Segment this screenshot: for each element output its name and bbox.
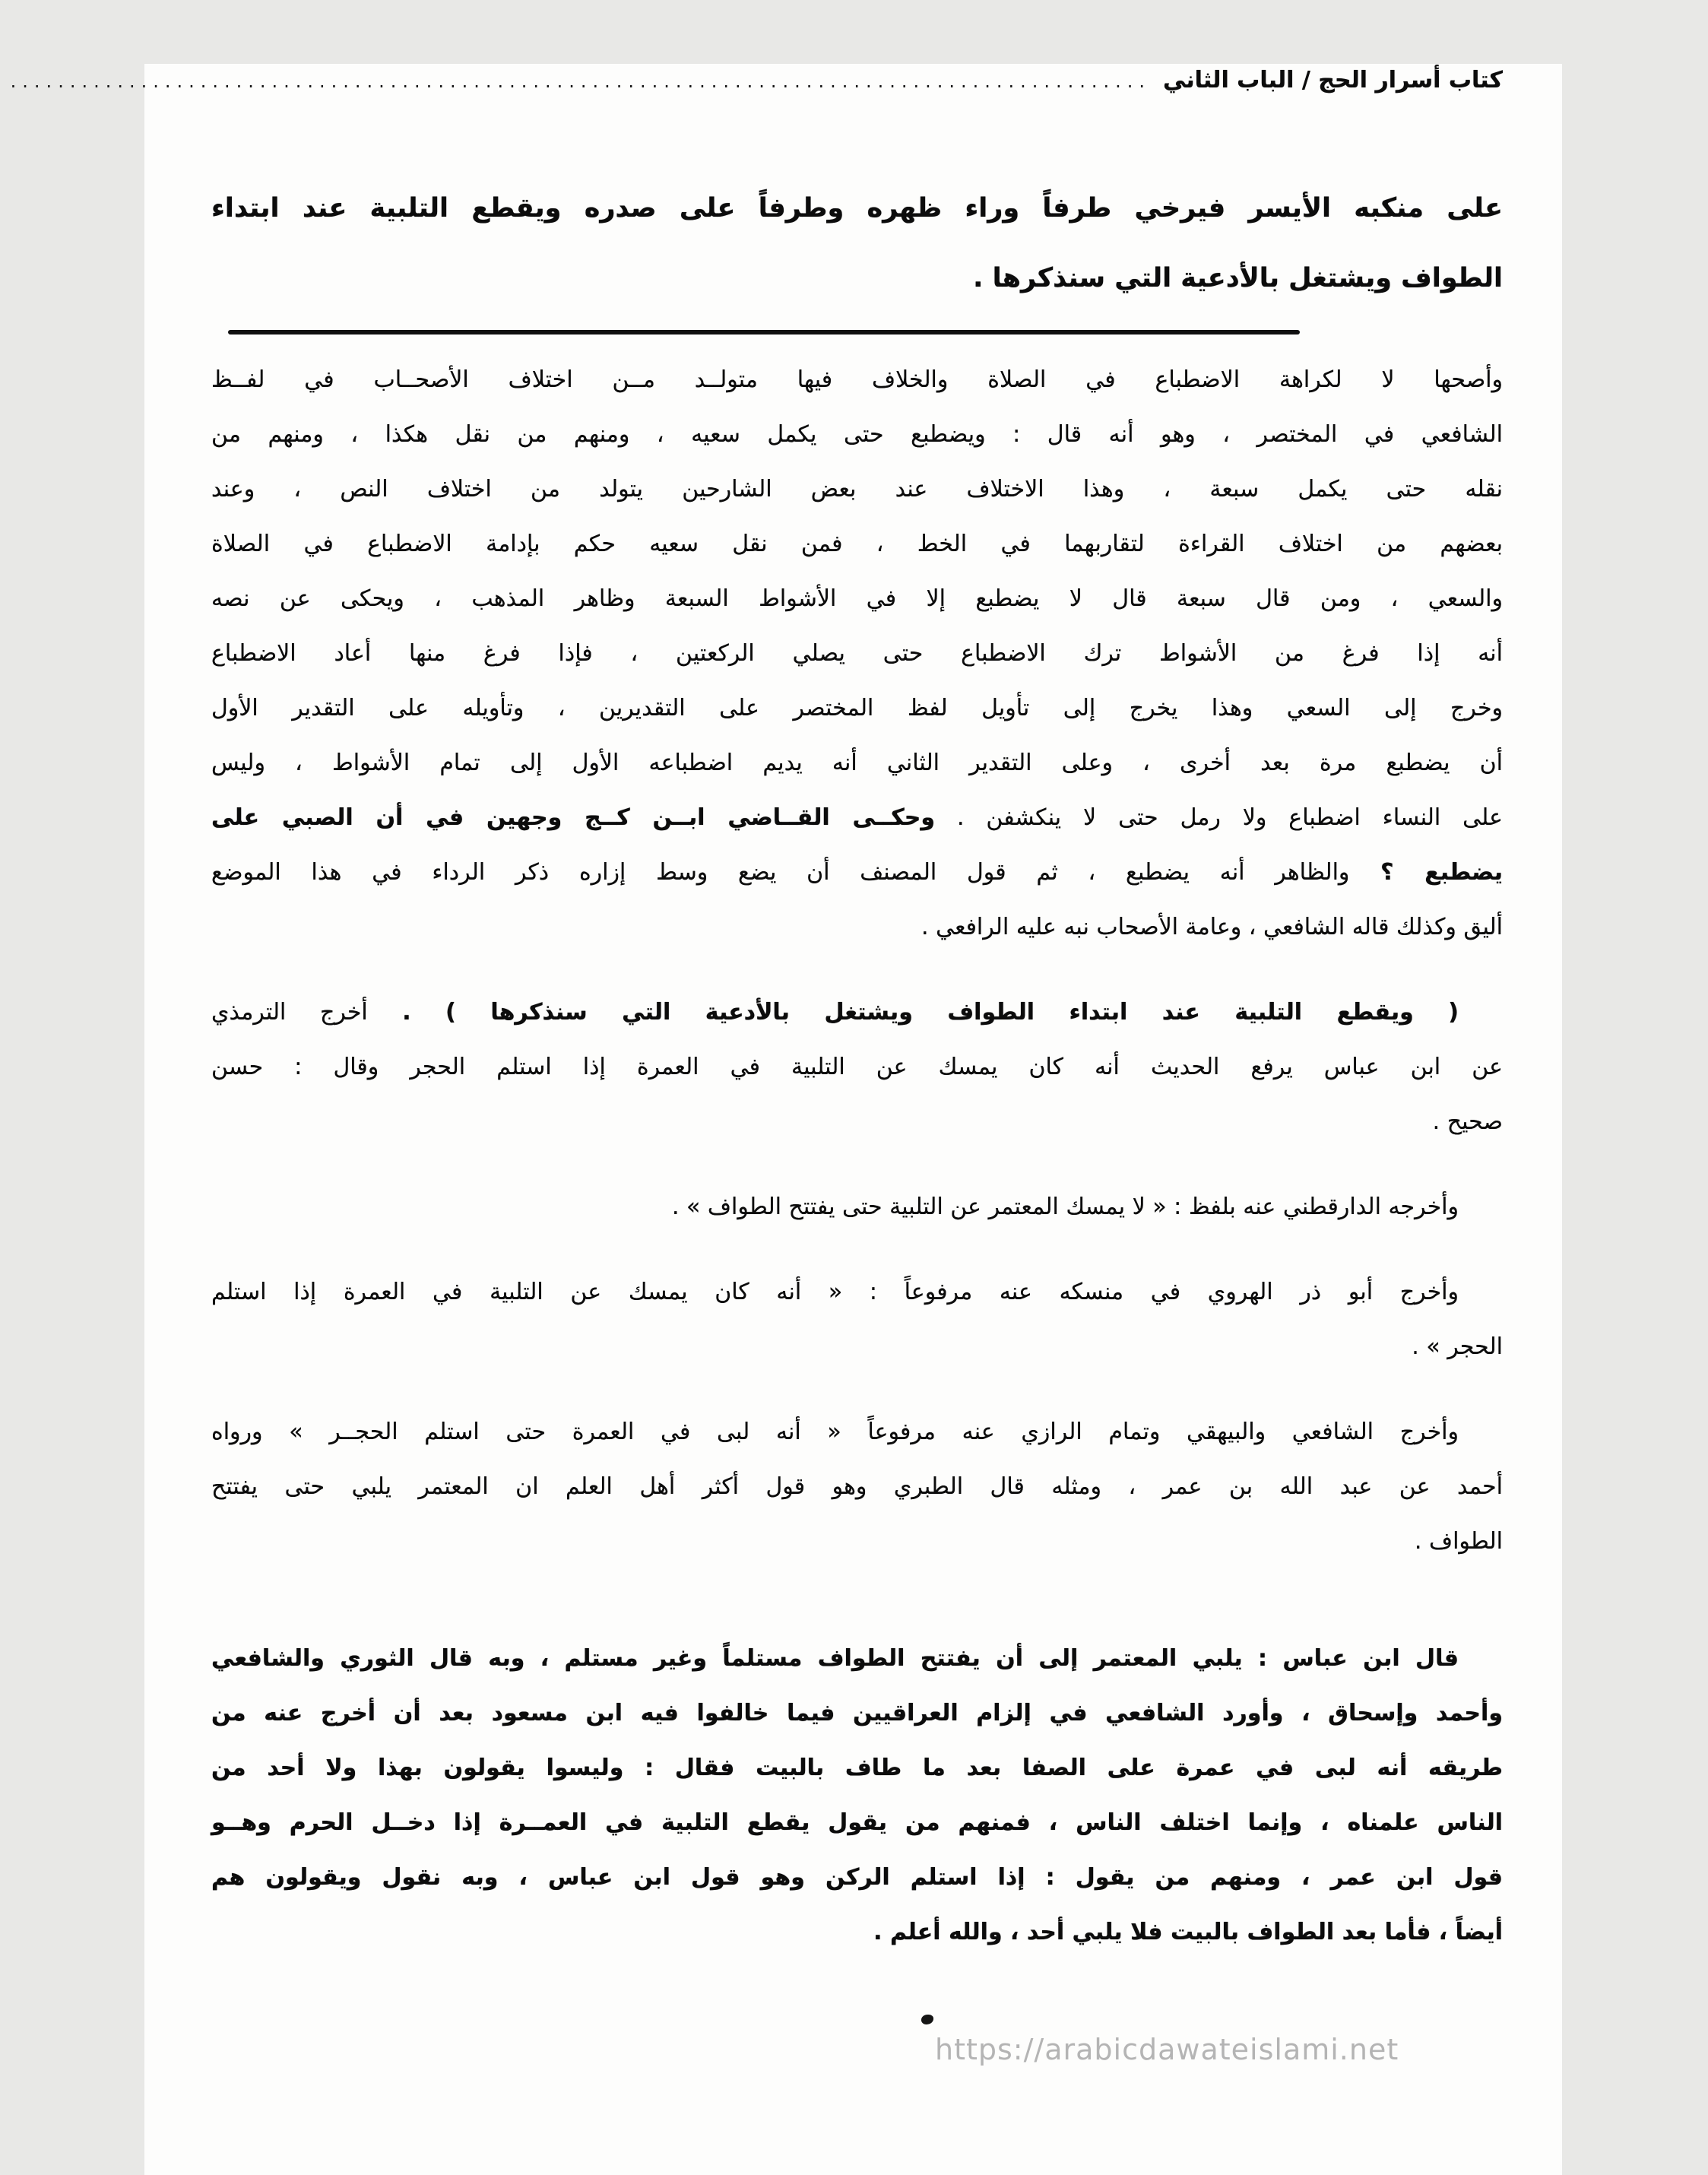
text-segment: بعضهم من اختلاف القراءة لتقاربهما في الخط ، فمن نقل سعيه حكم بإدامة الاضطباع في الصلاة [212,531,1504,557]
text-segment: عن ابن عباس يرفع الحديث أنه كان يمسك عن التلبية في العمرة إذا استلم الحجر وقال : حسن [212,1054,1504,1080]
text-line [212,1040,1504,1095]
text-line [212,462,1504,517]
page-content [11,64,1563,1960]
scanned-book-page [11,64,1563,2175]
ink-speck [922,2015,934,2024]
text-line [212,681,1504,736]
text-line [212,1905,1504,1960]
text-segment: طريقه أنه لبى في عمرة على الصفا بعد ما طاف بالبيت فقال : وليسوا يقولون بهذا ولا أحد من [212,1755,1504,1781]
text-line [212,1514,1504,1569]
running-head [11,64,1504,94]
text-segment: وأخرج الشافعي والبيهقي وتمام الرازي عنه مرفوعاً « أنه لبى في العمرة حتى استلم الحجــر » ورواه [212,1419,1459,1445]
text-line [212,845,1504,900]
text-segment: وأخرج أبو ذر الهروي في منسكه عنه مرفوعاً : « أنه كان يمسك عن التلبية في العمرة إذا استلم [212,1279,1459,1305]
text-line [212,1850,1504,1905]
text-segment: وأخرجه الدارقطني عنه بلفظ : « لا يمسك المعتمر عن التلبية حتى يفتتح الطواف » . [672,1194,1459,1220]
text-line [212,985,1504,1040]
text-line [212,517,1504,572]
text-segment: وحكــى القــاضي ابــن كــج وجهين في أن الصبي على [212,804,936,831]
text-segment: نقله حتى يكمل سبعة ، وهذا الاختلاف عند بعض الشارحين يتولد من اختلاف النص ، وعند [212,476,1504,503]
text-segment: ( ويقطع التلبية عند ابتداء الطواف ويشتغل بالأدعية التي سنذكرها ) . [368,999,1459,1026]
text-segment: وخرج إلى السعي وهذا يخرج إلى تأويل لفظ المختصر على التقديرين ، وتأويله على التقدير الأول [212,695,1504,721]
text-segment: أليق وكذلك قاله الشافعي ، وعامة الأصحاب نبه عليه الرافعي . [922,914,1504,940]
text-line [212,173,1504,243]
text-line [212,1320,1504,1374]
text-line [212,1686,1504,1741]
text-segment: أنه إذا فرغ من الأشواط ترك الاضطباع حتى يصلي الركعتين ، فإذا فرغ منها أعاد الاضطباع [212,640,1504,667]
paragraph [212,1631,1504,1960]
text-segment: على منكبه الأيسر فيرخي طرفاً وراء ظهره وطرفاً على صدره ويقطع التلبية عند ابتداء [212,193,1504,224]
paragraph [212,1180,1504,1235]
text-line [212,1741,1504,1796]
text-line [212,626,1504,681]
text-line [212,1180,1504,1235]
main-text-block [212,173,1504,313]
text-segment: وأصحها لا لكراهة الاضطباع في الصلاة والخلاف فيها متولــد مــن اختلاف الأصحــاب في لفــظ [212,366,1504,393]
text-line [212,791,1504,845]
text-segment: أن يضطبع مرة بعد أخرى ، وعلى التقدير الثاني أنه يديم اضطباعه الأول إلى تمام الأشواط ، وليس [212,750,1504,776]
text-line [212,1095,1504,1149]
text-segment: أخرج الترمذي [212,999,369,1026]
text-line [212,1405,1504,1460]
text-line [212,407,1504,462]
text-line [212,736,1504,791]
text-segment: الطواف ويشتغل بالأدعية التي سنذكرها . [974,263,1504,293]
chapter-title: كتاب أسرار الحج / الباب الثاني [1164,67,1504,94]
text-line [212,353,1504,407]
text-line [212,1265,1504,1320]
commentary-block [212,353,1504,1960]
text-line [212,900,1504,955]
paragraph [212,985,1504,1149]
text-line [212,1796,1504,1850]
paragraph [212,1265,1504,1374]
text-segment: صحيح . [1433,1108,1504,1135]
text-line [212,243,1504,313]
text-segment: الشافعي في المختصر ، وهو أنه قال : ويضطبع حتى يكمل سعيه ، ومنهم من نقل هكذا ، ومنهم من [212,421,1504,448]
text-segment: أحمد عن عبد الله بن عمر ، ومثله قال الطبري وهو قول أكثر أهل العلم ان المعتمر يلبي حتى يفتتح [212,1473,1504,1500]
text-segment: والسعي ، ومن قال سبعة قال لا يضطبع إلا في الأشواط السبعة وظاهر المذهب ، ويحكى عن نصه [212,585,1504,612]
text-line [212,1631,1504,1686]
text-line [212,572,1504,626]
dots-leader: ................................................................................................ [11,71,1152,92]
text-segment: الطواف . [1415,1528,1504,1555]
paragraph [212,1405,1504,1569]
paragraph [212,353,1504,955]
text-segment: وأحمد وإسحاق ، وأورد الشافعي في إلزام العراقيين فيما خالفوا فيه ابن مسعود بعد أن أخرج عنه من [212,1700,1504,1726]
text-segment: والظاهر أنه يضطبع ، ثم قول المصنف أن يضع وسط إزاره ذكر الرداء في هذا الموضع [212,859,1351,886]
text-segment: يضطبع ؟ [1350,859,1504,886]
watermark-url: https://arabicdawateislami.net [936,2033,1400,2066]
text-segment: الناس علمناه ، وإنما اختلف الناس ، فمنهم من يقول يقطع التلبية في العمــرة إذا دخــل الحرم وهــو [212,1809,1504,1836]
paragraph [212,173,1504,313]
section-divider-rule [229,330,1301,334]
text-line [212,1460,1504,1514]
text-segment: أيضاً ، فأما بعد الطواف بالبيت فلا يلبي أحد ، والله أعلم . [874,1919,1504,1945]
text-segment: الحجر » . [1412,1333,1504,1360]
text-segment: قال ابن عباس : يلبي المعتمر إلى أن يفتتح الطواف مستلماً وغير مستلم ، وبه قال الثوري والشافعي [212,1645,1459,1672]
text-segment: على النساء اضطباع ولا رمل حتى لا ينكشفن . [936,804,1504,831]
text-segment: قول ابن عمر ، ومنهم من يقول : إذا استلم الركن وهو قول ابن عباس ، وبه نقول ويقولون هم [212,1864,1504,1891]
